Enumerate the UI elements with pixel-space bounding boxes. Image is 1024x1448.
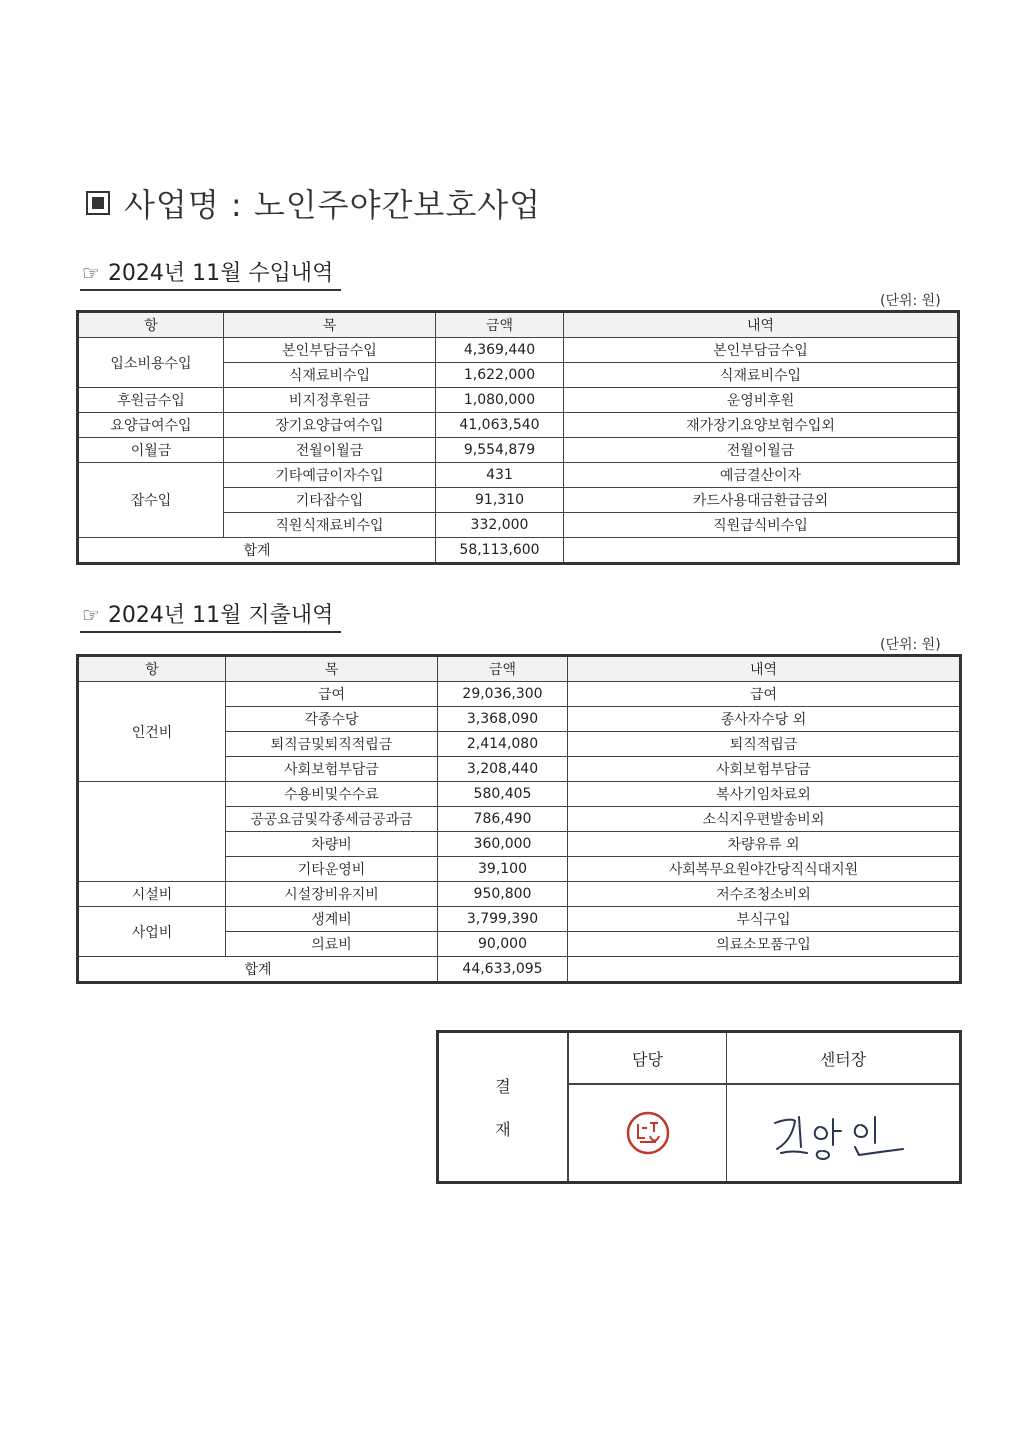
detail-cell: 식재료비수입 <box>564 363 959 388</box>
detail-cell: 종사자수당 외 <box>568 707 961 732</box>
hang-cell: 이월금 <box>78 438 224 463</box>
mok-cell: 기타예금이자수입 <box>224 463 436 488</box>
detail-cell: 의료소모품구입 <box>568 932 961 957</box>
detail-cell: 사회보험부담금 <box>568 757 961 782</box>
mok-cell: 생계비 <box>226 907 438 932</box>
table-row <box>78 338 959 363</box>
amount-cell: 91,310 <box>436 488 564 513</box>
detail-cell: 직원급식비수입 <box>564 513 959 538</box>
amount-cell: 3,368,090 <box>438 707 568 732</box>
amount-cell: 786,490 <box>438 807 568 832</box>
mok-cell: 의료비 <box>226 932 438 957</box>
col-mok: 목 <box>224 312 436 338</box>
amount-cell: 1,622,000 <box>436 363 564 388</box>
expense-header-row <box>78 656 961 682</box>
hang-cell <box>78 782 226 882</box>
table-row <box>78 782 961 807</box>
hang-cell: 입소비용수입 <box>78 338 224 388</box>
total-label: 합계 <box>78 957 438 983</box>
mok-cell: 장기요양급여수입 <box>224 413 436 438</box>
amount-cell: 950,800 <box>438 882 568 907</box>
amount-cell: 431 <box>436 463 564 488</box>
col-amount: 금액 <box>436 312 564 338</box>
total-amount: 44,633,095 <box>438 957 568 983</box>
detail-cell: 사회복무요원야간당직식대지원 <box>568 857 961 882</box>
approval-header-director: 센터장 <box>727 1033 959 1085</box>
mok-cell: 직원식재료비수입 <box>224 513 436 538</box>
col-hang: 항 <box>78 312 224 338</box>
amount-cell: 360,000 <box>438 832 568 857</box>
mok-cell: 기타운영비 <box>226 857 438 882</box>
income-unit: (단위: 원) <box>880 293 941 309</box>
approval-label <box>439 1033 569 1181</box>
staff-stamp-cell <box>569 1085 727 1181</box>
amount-cell: 9,554,879 <box>436 438 564 463</box>
approval-label-top: 결 <box>495 1077 511 1096</box>
table-row <box>78 463 959 488</box>
total-detail <box>564 538 959 564</box>
col-mok: 목 <box>226 656 438 682</box>
detail-cell: 전월이월금 <box>564 438 959 463</box>
detail-cell: 복사기임차료외 <box>568 782 961 807</box>
amount-cell: 39,100 <box>438 857 568 882</box>
col-amount: 금액 <box>438 656 568 682</box>
hang-cell: 인건비 <box>78 682 226 782</box>
mok-cell: 수용비및수수료 <box>226 782 438 807</box>
detail-cell: 재가장기요양보험수입외 <box>564 413 959 438</box>
income-table <box>76 310 960 565</box>
hang-cell: 후원금수입 <box>78 388 224 413</box>
detail-cell: 급여 <box>568 682 961 707</box>
mok-cell: 퇴직금및퇴직적립금 <box>226 732 438 757</box>
title-text: 사업명 : 노인주야간보호사업 <box>124 186 542 224</box>
col-detail: 내역 <box>564 312 959 338</box>
hang-cell: 시설비 <box>78 882 226 907</box>
amount-cell: 580,405 <box>438 782 568 807</box>
amount-cell: 1,080,000 <box>436 388 564 413</box>
detail-cell: 차량유류 외 <box>568 832 961 857</box>
detail-cell: 예금결산이자 <box>564 463 959 488</box>
mok-cell: 전월이월금 <box>224 438 436 463</box>
mok-cell: 공공요금및각종세금공과금 <box>226 807 438 832</box>
amount-cell: 41,063,540 <box>436 413 564 438</box>
mok-cell: 각종수당 <box>226 707 438 732</box>
detail-cell: 본인부담금수입 <box>564 338 959 363</box>
amount-cell: 4,369,440 <box>436 338 564 363</box>
table-row <box>78 438 959 463</box>
expense-heading <box>80 598 341 633</box>
mok-cell: 비지정후원금 <box>224 388 436 413</box>
total-label: 합계 <box>78 538 436 564</box>
detail-cell: 운영비후원 <box>564 388 959 413</box>
detail-cell: 퇴직적립금 <box>568 732 961 757</box>
table-row <box>78 882 961 907</box>
amount-cell: 3,799,390 <box>438 907 568 932</box>
pointing-hand-icon: ☞ <box>82 261 100 285</box>
hang-cell: 요양급여수입 <box>78 413 224 438</box>
document-title <box>86 180 541 226</box>
detail-cell: 부식구입 <box>568 907 961 932</box>
total-detail <box>568 957 961 983</box>
expense-unit: (단위: 원) <box>880 637 941 653</box>
income-heading-text: 2024년 11월 수입내역 <box>107 261 334 286</box>
income-heading <box>80 256 341 291</box>
table-row <box>78 682 961 707</box>
total-amount: 58,113,600 <box>436 538 564 564</box>
detail-cell: 소식지우편발송비외 <box>568 807 961 832</box>
amount-cell: 332,000 <box>436 513 564 538</box>
table-row <box>78 907 961 932</box>
filled-square-icon <box>86 191 110 215</box>
expense-table <box>76 654 962 984</box>
expense-heading-text: 2024년 11월 지출내역 <box>107 603 334 628</box>
expense-total-row <box>78 957 961 983</box>
approval-label-bottom: 재 <box>495 1120 511 1139</box>
mok-cell: 시설장비유지비 <box>226 882 438 907</box>
mok-cell: 기타잡수입 <box>224 488 436 513</box>
amount-cell: 3,208,440 <box>438 757 568 782</box>
income-total-row <box>78 538 959 564</box>
table-row <box>78 388 959 413</box>
approval-header-staff: 담당 <box>569 1033 727 1085</box>
amount-cell: 90,000 <box>438 932 568 957</box>
mok-cell: 급여 <box>226 682 438 707</box>
table-row <box>78 413 959 438</box>
approval-box <box>436 1030 962 1184</box>
hang-cell: 잡수입 <box>78 463 224 538</box>
mok-cell: 본인부담금수입 <box>224 338 436 363</box>
amount-cell: 29,036,300 <box>438 682 568 707</box>
detail-cell: 카드사용대금환급금외 <box>564 488 959 513</box>
director-signature-cell <box>727 1085 959 1181</box>
amount-cell: 2,414,080 <box>438 732 568 757</box>
mok-cell: 식재료비수입 <box>224 363 436 388</box>
col-detail: 내역 <box>568 656 961 682</box>
handwritten-signature-icon <box>763 1103 923 1163</box>
pointing-hand-icon: ☞ <box>82 603 100 627</box>
mok-cell: 차량비 <box>226 832 438 857</box>
mok-cell: 사회보험부담금 <box>226 757 438 782</box>
hang-cell: 사업비 <box>78 907 226 957</box>
income-header-row <box>78 312 959 338</box>
col-hang: 항 <box>78 656 226 682</box>
detail-cell: 저수조청소비외 <box>568 882 961 907</box>
seal-stamp-icon <box>623 1108 673 1158</box>
